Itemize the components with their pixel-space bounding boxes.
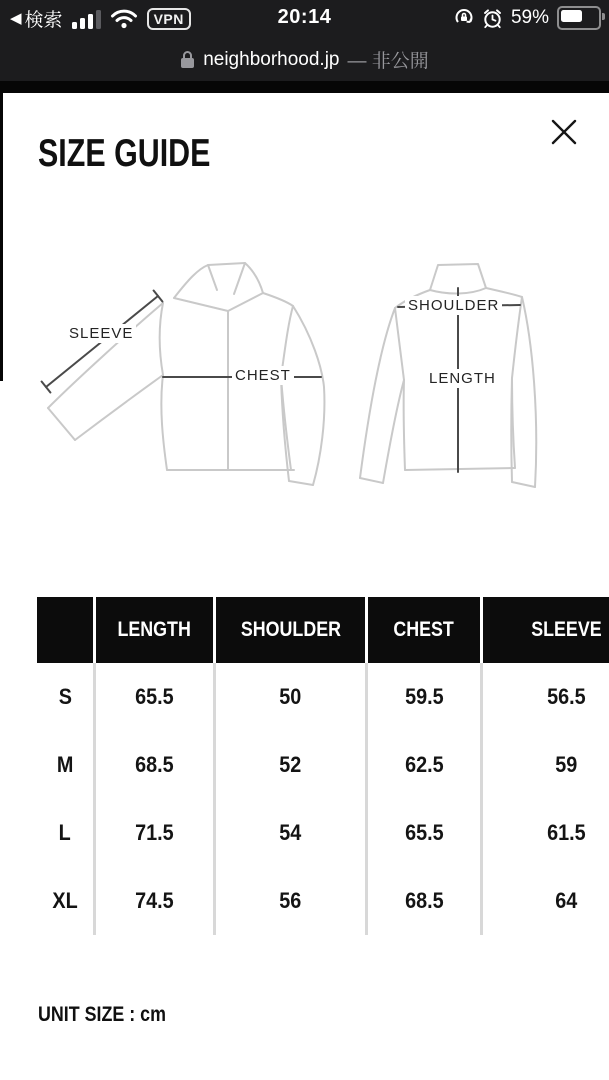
- value-cell: 65.5: [365, 799, 480, 867]
- size-cell: L: [58, 820, 72, 845]
- cellular-signal-icon: [72, 9, 101, 29]
- value-cell: 52: [213, 731, 365, 799]
- battery-icon: [557, 6, 601, 30]
- size-cell: M: [56, 752, 74, 777]
- url-domain: neighborhood.jp: [203, 48, 340, 70]
- status-time: 20:14: [277, 6, 332, 28]
- close-icon[interactable]: [544, 112, 584, 152]
- page-background-edge: [0, 93, 3, 381]
- back-chevron-icon: ◀: [10, 10, 22, 27]
- safari-url-bar[interactable]: [0, 38, 609, 81]
- value-cell: 59: [480, 731, 609, 799]
- chest-measure-label: CHEST: [232, 366, 294, 385]
- value-cell: 71.5: [93, 799, 213, 867]
- back-app-label: 検索: [24, 10, 63, 31]
- ssl-lock-icon: [180, 50, 195, 69]
- header-cell-sleeve: SLEEVE: [480, 597, 609, 663]
- shoulder-measure-label: SHOULDER: [405, 296, 502, 315]
- unit-size-note: UNIT SIZE : cm: [38, 1003, 166, 1026]
- value-cell: 50: [213, 663, 365, 731]
- value-cell: 68.5: [365, 867, 480, 935]
- size-cell: S: [58, 684, 72, 709]
- length-measure-label: LENGTH: [426, 369, 499, 388]
- sleeve-measure-label: SLEEVE: [66, 324, 136, 343]
- vpn-badge: VPN: [147, 8, 191, 30]
- value-cell: 62.5: [365, 731, 480, 799]
- size-cell: XL: [52, 888, 78, 913]
- value-cell: 54: [213, 799, 365, 867]
- size-table: [37, 597, 609, 935]
- page-background-band: [0, 81, 609, 93]
- value-cell: 56: [213, 867, 365, 935]
- value-cell: 61.5: [480, 799, 609, 867]
- rotation-lock-icon: [454, 8, 474, 28]
- back-to-search-link[interactable]: [10, 5, 63, 32]
- value-cell: 59.5: [365, 663, 480, 731]
- value-cell: 74.5: [93, 867, 213, 935]
- value-cell: 65.5: [93, 663, 213, 731]
- alarm-clock-icon: [482, 8, 503, 29]
- header-cell-chest: CHEST: [365, 597, 480, 663]
- private-browsing-label: — 非公開: [347, 51, 429, 72]
- value-cell: 68.5: [93, 731, 213, 799]
- value-cell: 56.5: [480, 663, 609, 731]
- header-cell-size: [37, 597, 93, 663]
- header-cell-length: LENGTH: [93, 597, 213, 663]
- value-cell: 64: [480, 867, 609, 935]
- header-cell-shoulder: SHOULDER: [213, 597, 365, 663]
- battery-percent: 59%: [510, 7, 549, 28]
- page-title: SIZE GUIDE: [38, 132, 211, 175]
- wifi-icon: [110, 8, 138, 29]
- jacket-front-diagram: [36, 252, 346, 512]
- ios-status-bar: [0, 0, 609, 38]
